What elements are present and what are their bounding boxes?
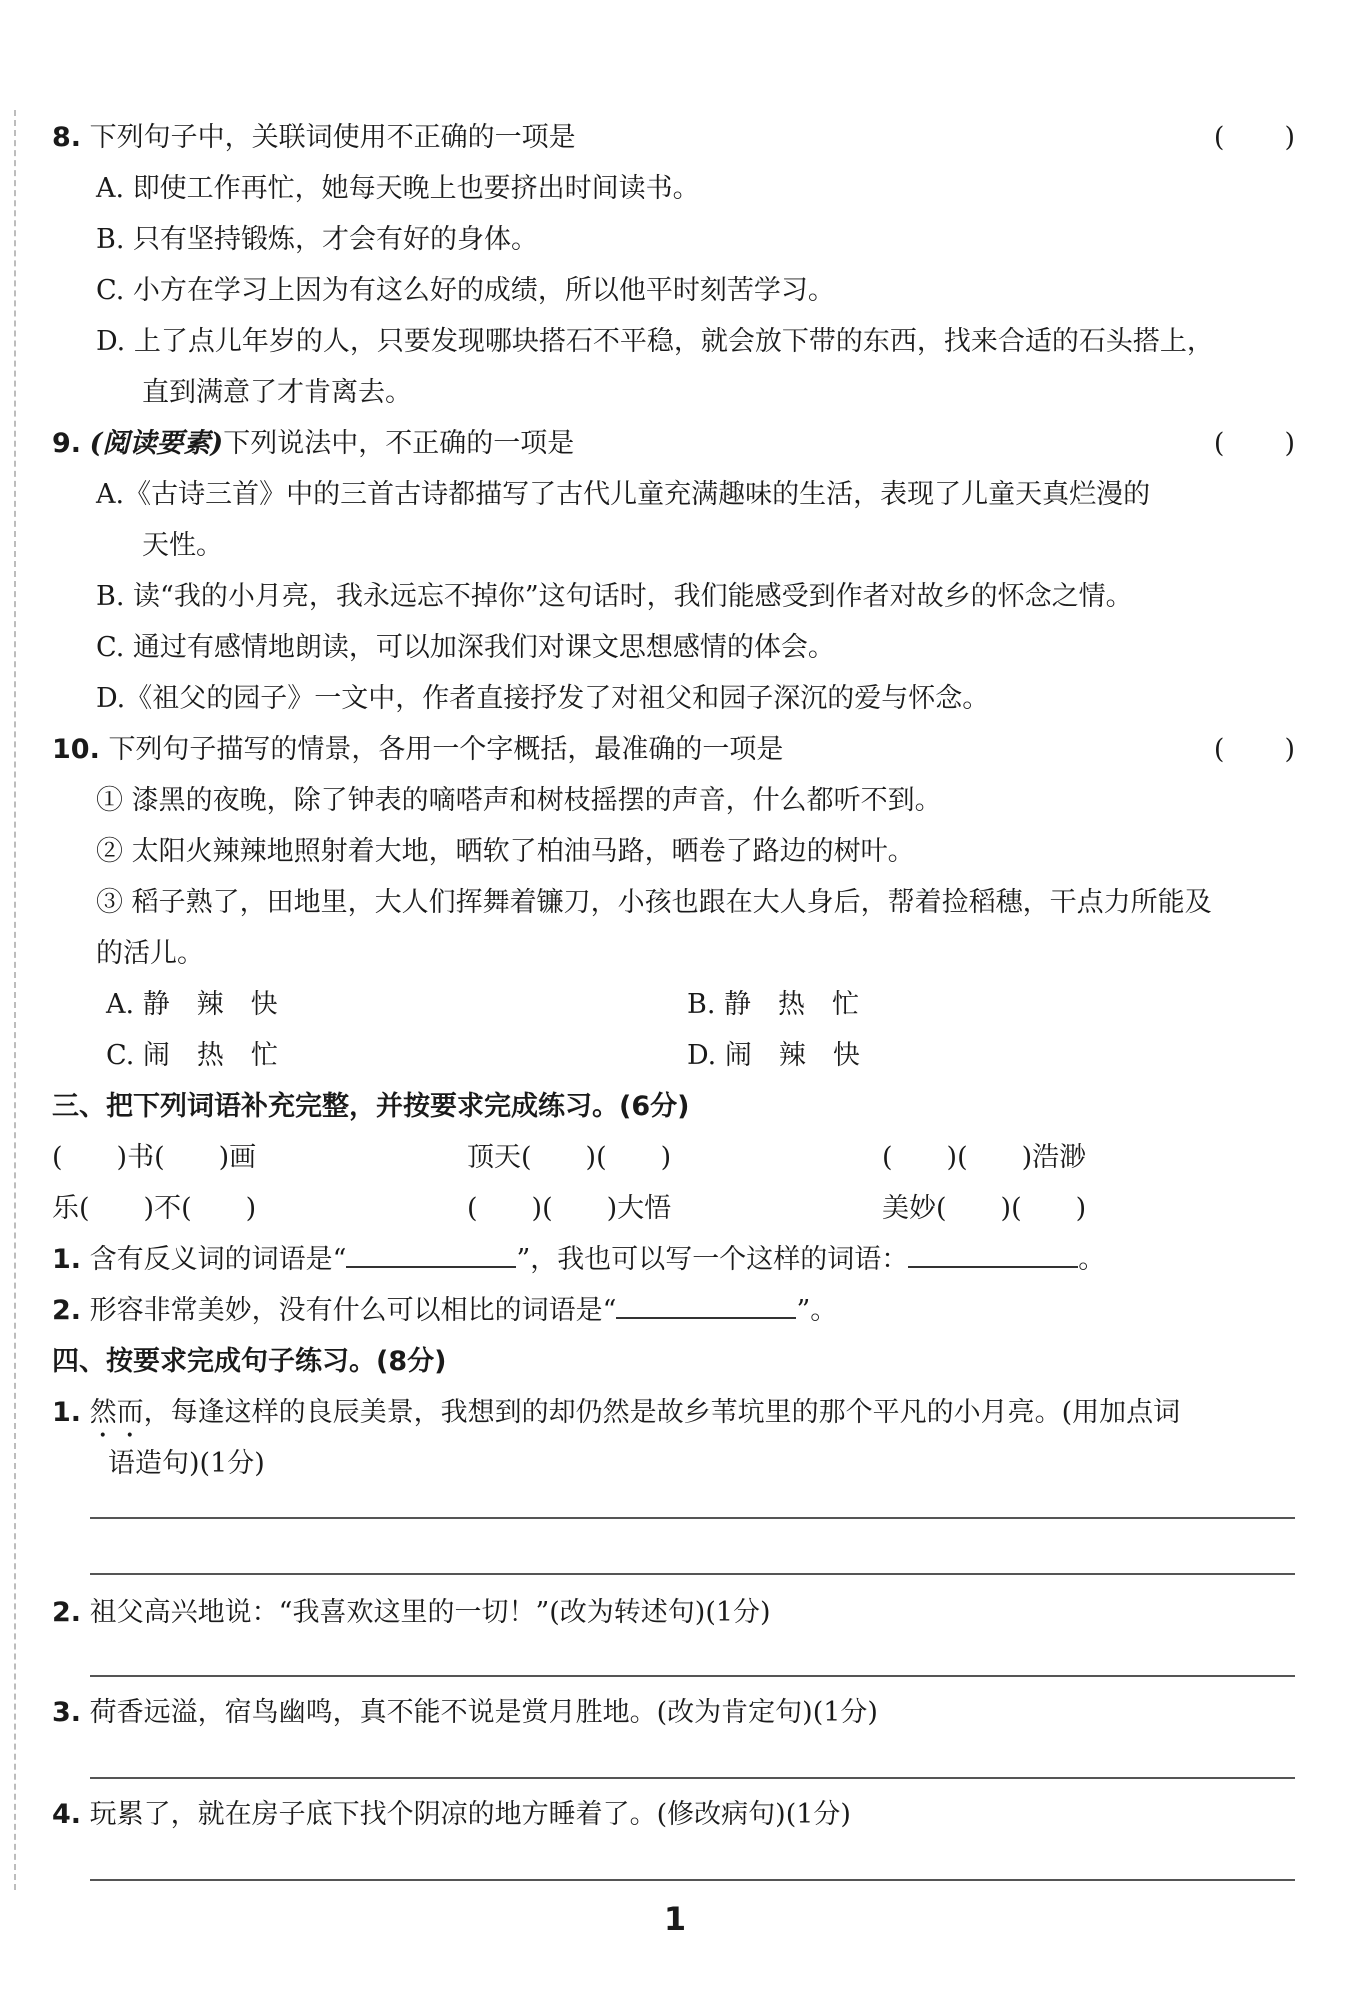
option-text: 即使工作再忙，她每天晚上也要挤出时间读书。 xyxy=(132,173,700,204)
q10-choice-d[interactable] xyxy=(687,1030,860,1081)
worksheet-content xyxy=(52,112,1297,1489)
q8-number: 8. xyxy=(52,122,82,153)
q9-stem xyxy=(52,418,1297,469)
q9-stem-text: 下列说法中，不正确的一项是 xyxy=(223,428,575,459)
q8-option-c[interactable] xyxy=(52,265,1297,316)
choice-label: C. xyxy=(106,1040,135,1071)
answer-line-3[interactable] xyxy=(90,1777,1295,1779)
item-number: 4. xyxy=(52,1799,82,1830)
item-text-b: ”。 xyxy=(796,1295,838,1326)
item-text: ，每逢这样的良辰美景，我想到的却仍然是故乡苇坑里的那个平凡的小月亮。(用加点词 xyxy=(143,1397,1181,1428)
item-number: 1. xyxy=(52,1244,82,1275)
item-number: 1. xyxy=(52,1397,82,1428)
idiom-fill-1[interactable]: ( )书( )画 xyxy=(52,1142,257,1173)
idiom-fill-6[interactable]: 美妙( )( ) xyxy=(882,1193,1087,1224)
q8-option-d-continued: 直到满意了才肯离去。 xyxy=(142,377,412,408)
q8-stem xyxy=(52,112,1297,163)
section-4-title: 四、按要求完成句子练习。(8分) xyxy=(52,1346,447,1377)
option-label: D. xyxy=(96,683,126,714)
section-4-item-2 xyxy=(52,1587,1297,1638)
option-label: C. xyxy=(96,632,125,663)
q10-choice-c[interactable] xyxy=(106,1030,278,1081)
idiom-fill-3[interactable]: ( )( )浩渺 xyxy=(882,1142,1087,1173)
option-text: 《古诗三首》中的三首古诗都描写了古代儿童充满趣味的生活，表现了儿童天真烂漫的 xyxy=(124,479,1151,510)
idiom-fill-5[interactable]: ( )( )大悟 xyxy=(467,1193,672,1224)
option-label: B. xyxy=(96,581,125,612)
choice-label: A. xyxy=(106,989,135,1020)
choice-label: B. xyxy=(687,989,716,1020)
item-number: 3. xyxy=(52,1697,82,1728)
item-text-b: ”，我也可以写一个这样的词语： xyxy=(516,1244,909,1275)
section-4-item-1 xyxy=(52,1387,1297,1438)
item-number: 2. xyxy=(52,1597,82,1628)
q8-answer-bracket[interactable]: ( ) xyxy=(1213,122,1297,153)
section-3-word-row-1 xyxy=(52,1132,1297,1183)
option-text: 通过有感情地朗读，可以加深我们对课文思想感情的体会。 xyxy=(132,632,835,663)
section-3-word-row-2 xyxy=(52,1183,1297,1234)
antonym-idiom-blank[interactable] xyxy=(346,1236,516,1268)
q8-option-a[interactable] xyxy=(52,163,1297,214)
q9-answer-bracket[interactable]: ( ) xyxy=(1213,428,1297,459)
option-label: B. xyxy=(96,224,125,255)
option-text: 读“我的小月亮，我永远忘不掉你”这句话时，我们能感受到作者对故乡的怀念之情。 xyxy=(133,581,1133,612)
choice-label: D. xyxy=(687,1040,717,1071)
section-3-item-1 xyxy=(52,1234,1297,1285)
q10-choices-row-2 xyxy=(52,1030,1297,1081)
item-text: 祖父高兴地说：“我喜欢这里的一切！”(改为转述句)(1分) xyxy=(89,1597,771,1628)
q8-option-d[interactable] xyxy=(52,316,1297,367)
option-label: A. xyxy=(96,479,125,510)
item-text: 荷香远溢，宿鸟幽鸣，真不能不说是赏月胜地。(改为肯定句)(1分) xyxy=(89,1697,878,1728)
q8-option-b[interactable] xyxy=(52,214,1297,265)
idiom-fill-2[interactable]: 顶天( )( ) xyxy=(467,1142,672,1173)
q10-stem xyxy=(52,724,1297,775)
q9-option-d[interactable] xyxy=(52,673,1297,724)
section-4-item-4 xyxy=(52,1789,1297,1840)
binding-margin-line xyxy=(14,110,16,1890)
section-4-item-1-continued: 语造句)(1分) xyxy=(108,1448,265,1479)
choice-text: 静 热 忙 xyxy=(724,989,860,1020)
option-text: 小方在学习上因为有这么好的成绩，所以他平时刻苦学习。 xyxy=(132,275,835,306)
q10-choice-a[interactable] xyxy=(106,979,278,1030)
item-text: 玩累了，就在房子底下找个阴凉的地方睡着了。(修改病句)(1分) xyxy=(89,1799,851,1830)
q10-choice-b[interactable] xyxy=(687,979,859,1030)
item-number: 2. xyxy=(52,1295,82,1326)
dotted-word: 然而 xyxy=(89,1397,144,1428)
q10-answer-bracket[interactable]: ( ) xyxy=(1213,734,1297,765)
choice-text: 静 辣 快 xyxy=(142,989,278,1020)
q10-sentence-3-continued: 的活儿。 xyxy=(96,938,204,969)
q10-sentence-2: ② 太阳火辣辣地照射着大地，晒软了柏油马路，晒卷了路边的树叶。 xyxy=(96,836,915,867)
option-label: C. xyxy=(96,275,125,306)
section-3-item-2 xyxy=(52,1285,1297,1336)
wonderful-idiom-blank[interactable] xyxy=(616,1287,796,1319)
q9-number: 9. xyxy=(52,428,82,459)
idiom-fill-4[interactable]: 乐( )不( ) xyxy=(52,1193,257,1224)
option-label: D. xyxy=(96,326,126,357)
answer-line-4[interactable] xyxy=(90,1879,1295,1881)
q10-sentence-3: ③ 稻子熟了，田地里，大人们挥舞着镰刀，小孩也跟在大人身后，帮着捡稻穗，干点力所能及 xyxy=(96,887,1212,918)
q9-option-a[interactable] xyxy=(52,469,1297,520)
q9-tag: (阅读要素) xyxy=(89,428,224,459)
q10-sentence-1: ① 漆黑的夜晚，除了钟表的嘀嗒声和树枝摇摆的声音，什么都听不到。 xyxy=(96,785,942,816)
answer-line-2[interactable] xyxy=(90,1675,1295,1677)
q9-option-c[interactable] xyxy=(52,622,1297,673)
item-text-c: 。 xyxy=(1078,1244,1106,1275)
q8-stem-text: 下列句子中，关联词使用不正确的一项是 xyxy=(89,122,576,153)
item-text-a: 形容非常美妙，没有什么可以相比的词语是“ xyxy=(89,1295,617,1326)
section-3-title: 三、把下列词语补充完整，并按要求完成练习。(6分) xyxy=(52,1091,690,1122)
q9-option-a-continued: 天性。 xyxy=(142,530,223,561)
section-4-item-3 xyxy=(52,1687,1297,1738)
page-number: 1 xyxy=(663,1900,687,1938)
q10-choices-row-1 xyxy=(52,979,1297,1030)
q10-number: 10. xyxy=(52,734,100,765)
q10-stem-text: 下列句子描写的情景，各用一个字概括，最准确的一项是 xyxy=(108,734,784,765)
q9-option-b[interactable] xyxy=(52,571,1297,622)
option-text: 只有坚持锻炼，才会有好的身体。 xyxy=(133,224,539,255)
own-idiom-blank[interactable] xyxy=(908,1236,1078,1268)
answer-line-1b[interactable] xyxy=(90,1573,1295,1575)
option-text: 《祖父的园子》一文中，作者直接抒发了对祖父和园子深沉的爱与怀念。 xyxy=(125,683,990,714)
option-label: A. xyxy=(96,173,125,204)
answer-line-1a[interactable] xyxy=(90,1517,1295,1519)
choice-text: 闹 辣 快 xyxy=(724,1040,860,1071)
item-text-a: 含有反义词的词语是“ xyxy=(89,1244,347,1275)
option-text: 上了点儿年岁的人，只要发现哪块搭石不平稳，就会放下带的东西，找来合适的石头搭上， xyxy=(133,326,1214,357)
choice-text: 闹 热 忙 xyxy=(142,1040,278,1071)
